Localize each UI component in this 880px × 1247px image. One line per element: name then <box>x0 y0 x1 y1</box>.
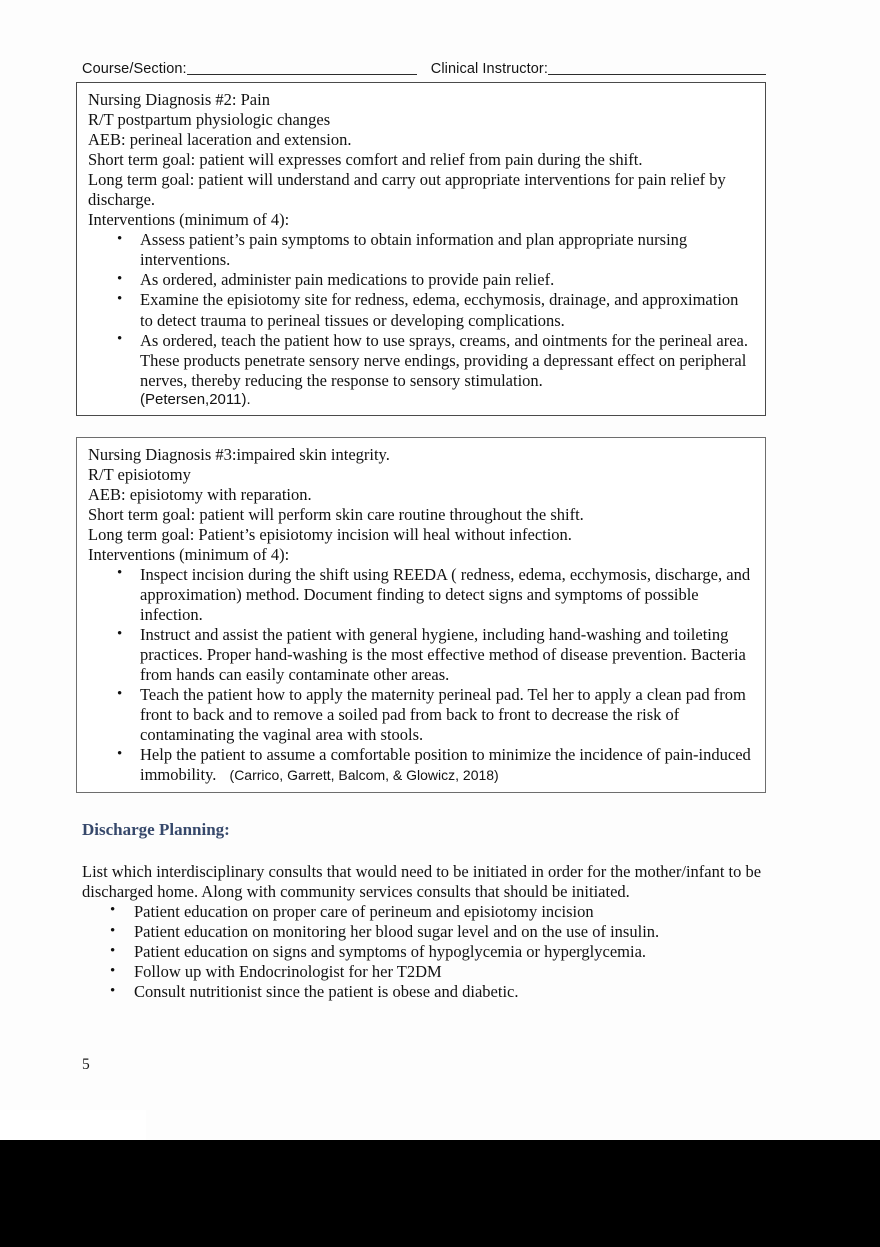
dx2-line: Short term goal: patient will expresses comfort and relief from pain during the shift. <box>88 150 643 170</box>
list-item: • Patient education on signs and symptoms of hypoglycemia or hyperglycemia. <box>76 942 766 962</box>
list-item-text: As ordered, teach the patient how to use sprays, creams, and ointments for the perineal area. These products penetrate sensory nerve endings, providing a depressant effect on peripheral nerves, thereby reducing the response to sensory stimulation. <box>140 330 748 390</box>
nursing-diagnosis-box-2 <box>76 82 766 416</box>
dx2-line: R/T postpartum physiologic changes <box>88 110 331 130</box>
heading-gap <box>76 840 766 862</box>
box-gap <box>76 416 766 437</box>
page-number: 5 <box>82 1056 90 1073</box>
page-edge-left-margin <box>0 1110 146 1140</box>
dx2-line: Long term goal: patient will understand and carry out appropriate interventions for pain relief by discharge. <box>88 170 726 210</box>
discharge-planning-intro: List which interdisciplinary consults that would need to be initiated in order for the mother/infant to be discharged home. Along with community services consults that should be initiated. <box>82 861 762 901</box>
viewer-bottom-band <box>0 1140 880 1247</box>
list-item: • Instruct and assist the patient with general hygiene, including hand-washing and toileting practices. Proper hand-washing is the most effective method of disease prevention. Bacteria from hands can easily contaminate other areas. <box>88 625 755 685</box>
course-section-fill-rule[interactable] <box>187 61 417 75</box>
clinical-instructor-fill-rule[interactable] <box>548 61 766 75</box>
citation-petersen: (Petersen,2011). <box>140 390 251 408</box>
list-item: • Examine the episiotomy site for redness, edema, ecchymosis, drainage, and approximation to detect trauma to perineal tissues or developing complications. <box>88 290 755 330</box>
discharge-planning-heading: Discharge Planning: <box>82 819 230 839</box>
list-item <box>88 745 755 785</box>
document-header <box>82 56 766 76</box>
list-item: • Patient education on monitoring her blood sugar level and on the use of insulin. <box>76 922 766 942</box>
dx2-intervention-list <box>88 230 755 408</box>
list-item: • Assess patient’s pain symptoms to obtain information and plan appropriate nursing interventions. <box>88 230 755 270</box>
section-gap <box>76 793 766 820</box>
list-item: • Teach the patient how to apply the maternity perineal pad. Tel her to apply a clean pad from front to back and to remove a soiled pad from back to front to decrease the risk of contaminating the vaginal area with stools. <box>88 685 755 745</box>
dx3-line: R/T episiotomy <box>88 464 191 484</box>
dx3-intervention-list <box>88 565 755 786</box>
list-item: • Follow up with Endocrinologist for her T2DM <box>76 962 766 982</box>
list-item: • Inspect incision during the shift using REEDA ( redness, edema, ecchymosis, discharge, and approximation) method. Document finding to detect signs and symptoms of possible infection. <box>88 565 755 625</box>
course-section-label: Course/Section: <box>82 60 187 77</box>
citation-carrico: (Carrico, Garrett, Balcom, & Glowicz, 2018) <box>229 767 499 784</box>
list-item <box>88 331 755 409</box>
list-item: • As ordered, administer pain medications to provide pain relief. <box>88 270 755 290</box>
list-item: • Patient education on proper care of perineum and episiotomy incision <box>76 902 766 922</box>
dx2-line: Interventions (minimum of 4): <box>88 210 290 230</box>
page-content <box>76 56 766 1002</box>
dx3-line: Short term goal: patient will perform skin care routine throughout the shift. <box>88 504 584 524</box>
dx2-line: AEB: perineal laceration and extension. <box>88 130 352 150</box>
list-item: • Consult nutritionist since the patient is obese and diabetic. <box>76 982 766 1002</box>
dx2-line: Nursing Diagnosis #2: Pain <box>88 90 270 109</box>
dx3-line: Long term goal: Patient’s episiotomy incision will heal without infection. <box>88 524 572 544</box>
list-item-text: Help the patient to assume a comfortable position to minimize the incidence of pain-induced immobility. <box>140 745 751 785</box>
discharge-planning-list <box>76 902 766 1002</box>
dx3-line: Interventions (minimum of 4): <box>88 544 290 564</box>
dx3-line: Nursing Diagnosis #3:impaired skin integrity. <box>88 444 390 464</box>
dx3-line: AEB: episiotomy with reparation. <box>88 484 312 504</box>
clinical-instructor-label: Clinical Instructor: <box>430 60 548 77</box>
nursing-diagnosis-box-3 <box>76 437 766 793</box>
